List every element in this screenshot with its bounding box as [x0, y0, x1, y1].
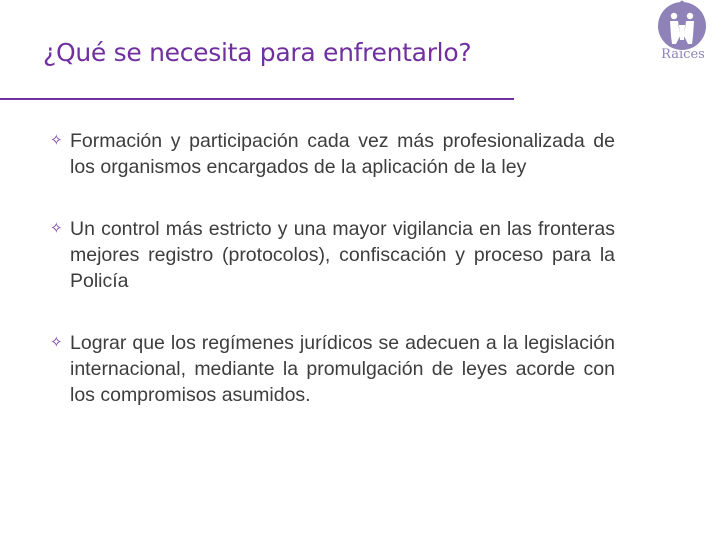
- slide-title: ¿Qué se necesita para enfrentarlo?: [43, 38, 472, 67]
- bullet-item: [50, 128, 615, 180]
- bullet-item: [50, 216, 615, 294]
- bullet-text: Lograr que los regímenes jurídicos se adecuen a la legislación internacional, mediante la promulgación de leyes acorde con los compromisos asumidos.: [70, 332, 615, 406]
- four-point-star-icon: ✧: [50, 220, 63, 237]
- four-point-star-icon: ✧: [50, 132, 63, 149]
- bullet-item: [50, 330, 615, 408]
- bullet-text: Formación y participación cada vez más profesionalizada de los organismos encargados de la aplicación de la ley: [70, 130, 615, 178]
- logo-text: Raíces: [661, 47, 705, 62]
- bullet-text: Un control más estricto y una mayor vigilancia en las fronteras mejores registro (protocolos), confiscación y proceso para la Policía: [70, 218, 615, 292]
- four-point-star-icon: ✧: [50, 334, 63, 351]
- bullet-list: [50, 128, 615, 408]
- title-underline: [0, 98, 514, 100]
